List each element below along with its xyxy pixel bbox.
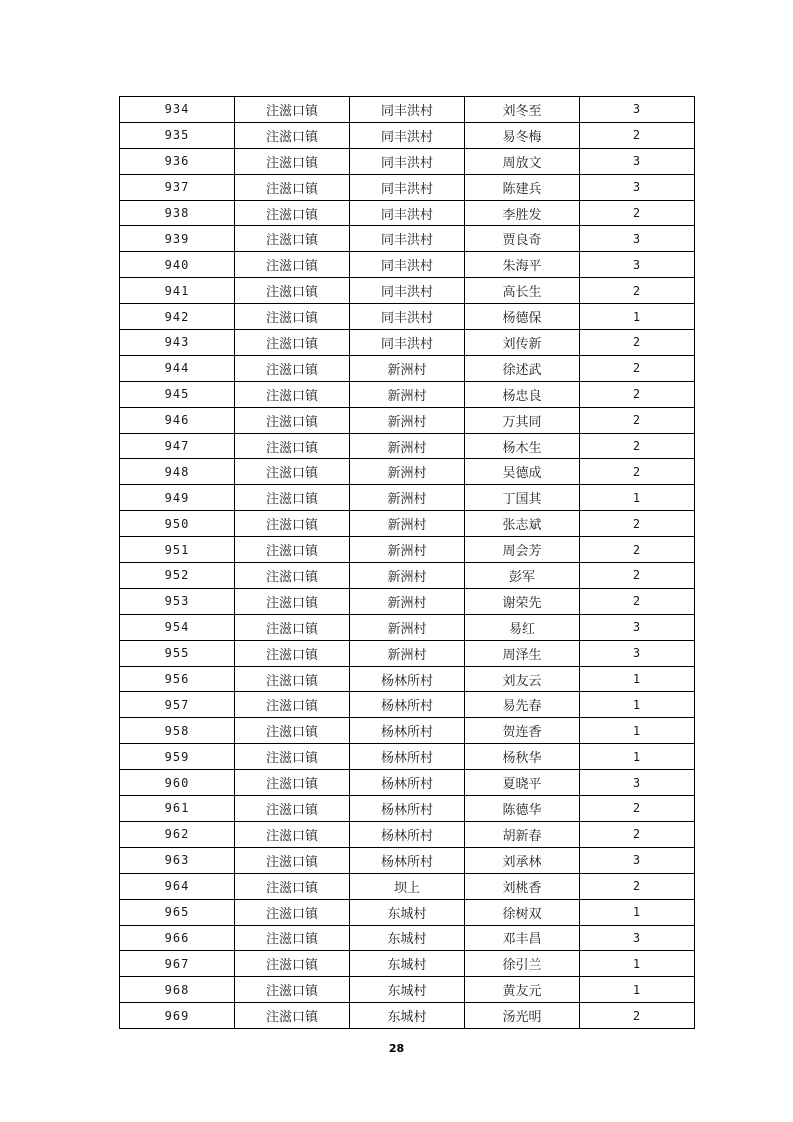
table-row [120, 588, 695, 614]
count-cell: 2 [580, 330, 695, 356]
page-number: 28 [388, 1042, 405, 1055]
village-cell: 同丰洪村 [350, 278, 465, 304]
village-cell: 东城村 [350, 899, 465, 925]
village-cell: 坝上 [350, 873, 465, 899]
township-cell: 注滋口镇 [235, 433, 350, 459]
count-cell: 2 [580, 407, 695, 433]
count-cell: 2 [580, 355, 695, 381]
count-cell: 3 [580, 97, 695, 123]
name-cell: 吴德成 [465, 459, 580, 485]
count-cell: 1 [580, 692, 695, 718]
name-cell: 刘友云 [465, 666, 580, 692]
row-number-cell: 952 [120, 563, 235, 589]
row-number-cell: 940 [120, 252, 235, 278]
count-cell: 2 [580, 796, 695, 822]
township-cell: 注滋口镇 [235, 407, 350, 433]
table-row [120, 821, 695, 847]
township-cell: 注滋口镇 [235, 485, 350, 511]
count-cell: 3 [580, 148, 695, 174]
count-cell: 2 [580, 873, 695, 899]
count-cell: 3 [580, 770, 695, 796]
row-number-cell: 959 [120, 744, 235, 770]
count-cell: 2 [580, 433, 695, 459]
row-number-cell: 949 [120, 485, 235, 511]
name-cell: 刘传新 [465, 330, 580, 356]
village-cell: 杨林所村 [350, 821, 465, 847]
township-cell: 注滋口镇 [235, 97, 350, 123]
table-row [120, 330, 695, 356]
table-row [120, 433, 695, 459]
township-cell: 注滋口镇 [235, 537, 350, 563]
table-row [120, 278, 695, 304]
row-number-cell: 936 [120, 148, 235, 174]
row-number-cell: 947 [120, 433, 235, 459]
row-number-cell: 965 [120, 899, 235, 925]
village-cell: 杨林所村 [350, 718, 465, 744]
name-cell: 彭军 [465, 563, 580, 589]
name-cell: 周放文 [465, 148, 580, 174]
row-number-cell: 950 [120, 511, 235, 537]
name-cell: 周泽生 [465, 640, 580, 666]
township-cell: 注滋口镇 [235, 847, 350, 873]
name-cell: 陈建兵 [465, 174, 580, 200]
table-row [120, 692, 695, 718]
village-cell: 同丰洪村 [350, 226, 465, 252]
township-cell: 注滋口镇 [235, 563, 350, 589]
table-row [120, 200, 695, 226]
village-cell: 杨林所村 [350, 692, 465, 718]
row-number-cell: 944 [120, 355, 235, 381]
table-row [120, 770, 695, 796]
township-cell: 注滋口镇 [235, 148, 350, 174]
township-cell: 注滋口镇 [235, 1003, 350, 1029]
count-cell: 3 [580, 226, 695, 252]
table-row [120, 666, 695, 692]
count-cell: 1 [580, 485, 695, 511]
name-cell: 邓丰昌 [465, 925, 580, 951]
roster-table-body [120, 97, 695, 1029]
count-cell: 2 [580, 122, 695, 148]
township-cell: 注滋口镇 [235, 174, 350, 200]
table-row [120, 226, 695, 252]
table-row [120, 511, 695, 537]
count-cell: 2 [580, 537, 695, 563]
table-row [120, 537, 695, 563]
count-cell: 2 [580, 278, 695, 304]
township-cell: 注滋口镇 [235, 122, 350, 148]
township-cell: 注滋口镇 [235, 252, 350, 278]
row-number-cell: 961 [120, 796, 235, 822]
name-cell: 夏晓平 [465, 770, 580, 796]
village-cell: 同丰洪村 [350, 200, 465, 226]
count-cell: 2 [580, 459, 695, 485]
count-cell: 1 [580, 744, 695, 770]
name-cell: 刘承林 [465, 847, 580, 873]
row-number-cell: 942 [120, 304, 235, 330]
table-row [120, 744, 695, 770]
table-row [120, 563, 695, 589]
row-number-cell: 934 [120, 97, 235, 123]
village-cell: 东城村 [350, 925, 465, 951]
count-cell: 2 [580, 1003, 695, 1029]
name-cell: 丁国其 [465, 485, 580, 511]
row-number-cell: 945 [120, 381, 235, 407]
name-cell: 杨德保 [465, 304, 580, 330]
township-cell: 注滋口镇 [235, 588, 350, 614]
row-number-cell: 958 [120, 718, 235, 744]
township-cell: 注滋口镇 [235, 925, 350, 951]
row-number-cell: 951 [120, 537, 235, 563]
table-row [120, 459, 695, 485]
row-number-cell: 964 [120, 873, 235, 899]
township-cell: 注滋口镇 [235, 459, 350, 485]
village-cell: 同丰洪村 [350, 174, 465, 200]
roster-table [119, 96, 695, 1029]
township-cell: 注滋口镇 [235, 899, 350, 925]
village-cell: 东城村 [350, 1003, 465, 1029]
count-cell: 2 [580, 381, 695, 407]
row-number-cell: 963 [120, 847, 235, 873]
table-row [120, 951, 695, 977]
row-number-cell: 968 [120, 977, 235, 1003]
count-cell: 1 [580, 977, 695, 1003]
name-cell: 贺连香 [465, 718, 580, 744]
township-cell: 注滋口镇 [235, 511, 350, 537]
name-cell: 李胜发 [465, 200, 580, 226]
table-row [120, 122, 695, 148]
township-cell: 注滋口镇 [235, 951, 350, 977]
row-number-cell: 957 [120, 692, 235, 718]
township-cell: 注滋口镇 [235, 381, 350, 407]
row-number-cell: 937 [120, 174, 235, 200]
count-cell: 1 [580, 666, 695, 692]
township-cell: 注滋口镇 [235, 278, 350, 304]
table-row [120, 614, 695, 640]
name-cell: 黄友元 [465, 977, 580, 1003]
name-cell: 胡新春 [465, 821, 580, 847]
count-cell: 3 [580, 847, 695, 873]
table-row [120, 97, 695, 123]
village-cell: 新洲村 [350, 537, 465, 563]
village-cell: 新洲村 [350, 563, 465, 589]
count-cell: 1 [580, 304, 695, 330]
name-cell: 易先春 [465, 692, 580, 718]
table-row [120, 148, 695, 174]
township-cell: 注滋口镇 [235, 873, 350, 899]
name-cell: 杨秋华 [465, 744, 580, 770]
village-cell: 新洲村 [350, 433, 465, 459]
village-cell: 同丰洪村 [350, 122, 465, 148]
row-number-cell: 953 [120, 588, 235, 614]
name-cell: 汤光明 [465, 1003, 580, 1029]
name-cell: 朱海平 [465, 252, 580, 278]
count-cell: 2 [580, 563, 695, 589]
table-row [120, 174, 695, 200]
township-cell: 注滋口镇 [235, 355, 350, 381]
township-cell: 注滋口镇 [235, 744, 350, 770]
count-cell: 1 [580, 899, 695, 925]
row-number-cell: 969 [120, 1003, 235, 1029]
row-number-cell: 943 [120, 330, 235, 356]
name-cell: 杨木生 [465, 433, 580, 459]
table-row [120, 381, 695, 407]
village-cell: 杨林所村 [350, 744, 465, 770]
township-cell: 注滋口镇 [235, 640, 350, 666]
row-number-cell: 938 [120, 200, 235, 226]
row-number-cell: 962 [120, 821, 235, 847]
township-cell: 注滋口镇 [235, 200, 350, 226]
village-cell: 杨林所村 [350, 796, 465, 822]
table-row [120, 873, 695, 899]
name-cell: 徐述武 [465, 355, 580, 381]
village-cell: 东城村 [350, 977, 465, 1003]
count-cell: 3 [580, 614, 695, 640]
table-row [120, 977, 695, 1003]
name-cell: 张志斌 [465, 511, 580, 537]
township-cell: 注滋口镇 [235, 226, 350, 252]
village-cell: 新洲村 [350, 407, 465, 433]
count-cell: 3 [580, 925, 695, 951]
count-cell: 1 [580, 951, 695, 977]
village-cell: 杨林所村 [350, 770, 465, 796]
count-cell: 2 [580, 200, 695, 226]
row-number-cell: 948 [120, 459, 235, 485]
township-cell: 注滋口镇 [235, 304, 350, 330]
row-number-cell: 960 [120, 770, 235, 796]
township-cell: 注滋口镇 [235, 977, 350, 1003]
count-cell: 1 [580, 718, 695, 744]
name-cell: 杨忠良 [465, 381, 580, 407]
row-number-cell: 935 [120, 122, 235, 148]
village-cell: 杨林所村 [350, 666, 465, 692]
count-cell: 3 [580, 252, 695, 278]
name-cell: 徐引兰 [465, 951, 580, 977]
village-cell: 同丰洪村 [350, 148, 465, 174]
township-cell: 注滋口镇 [235, 614, 350, 640]
township-cell: 注滋口镇 [235, 718, 350, 744]
village-cell: 同丰洪村 [350, 304, 465, 330]
name-cell: 周会芳 [465, 537, 580, 563]
township-cell: 注滋口镇 [235, 770, 350, 796]
table-row [120, 485, 695, 511]
name-cell: 贾良奇 [465, 226, 580, 252]
table-row [120, 796, 695, 822]
row-number-cell: 941 [120, 278, 235, 304]
village-cell: 杨林所村 [350, 847, 465, 873]
village-cell: 同丰洪村 [350, 252, 465, 278]
table-row [120, 847, 695, 873]
name-cell: 徐树双 [465, 899, 580, 925]
table-row [120, 355, 695, 381]
table-row [120, 304, 695, 330]
name-cell: 刘冬至 [465, 97, 580, 123]
township-cell: 注滋口镇 [235, 796, 350, 822]
table-row [120, 899, 695, 925]
village-cell: 同丰洪村 [350, 97, 465, 123]
village-cell: 新洲村 [350, 485, 465, 511]
township-cell: 注滋口镇 [235, 821, 350, 847]
name-cell: 易红 [465, 614, 580, 640]
village-cell: 新洲村 [350, 381, 465, 407]
village-cell: 新洲村 [350, 588, 465, 614]
row-number-cell: 946 [120, 407, 235, 433]
count-cell: 3 [580, 174, 695, 200]
village-cell: 新洲村 [350, 459, 465, 485]
row-number-cell: 954 [120, 614, 235, 640]
row-number-cell: 967 [120, 951, 235, 977]
row-number-cell: 955 [120, 640, 235, 666]
name-cell: 易冬梅 [465, 122, 580, 148]
township-cell: 注滋口镇 [235, 692, 350, 718]
row-number-cell: 939 [120, 226, 235, 252]
count-cell: 3 [580, 640, 695, 666]
table-row [120, 252, 695, 278]
count-cell: 2 [580, 511, 695, 537]
table-row [120, 718, 695, 744]
name-cell: 陈德华 [465, 796, 580, 822]
village-cell: 新洲村 [350, 640, 465, 666]
village-cell: 新洲村 [350, 511, 465, 537]
row-number-cell: 966 [120, 925, 235, 951]
table-row [120, 1003, 695, 1029]
count-cell: 2 [580, 821, 695, 847]
township-cell: 注滋口镇 [235, 666, 350, 692]
count-cell: 2 [580, 588, 695, 614]
village-cell: 新洲村 [350, 355, 465, 381]
name-cell: 万其同 [465, 407, 580, 433]
village-cell: 东城村 [350, 951, 465, 977]
village-cell: 新洲村 [350, 614, 465, 640]
township-cell: 注滋口镇 [235, 330, 350, 356]
name-cell: 刘桃香 [465, 873, 580, 899]
name-cell: 高长生 [465, 278, 580, 304]
name-cell: 谢荣先 [465, 588, 580, 614]
table-row [120, 407, 695, 433]
village-cell: 同丰洪村 [350, 330, 465, 356]
row-number-cell: 956 [120, 666, 235, 692]
table-row [120, 925, 695, 951]
table-row [120, 640, 695, 666]
